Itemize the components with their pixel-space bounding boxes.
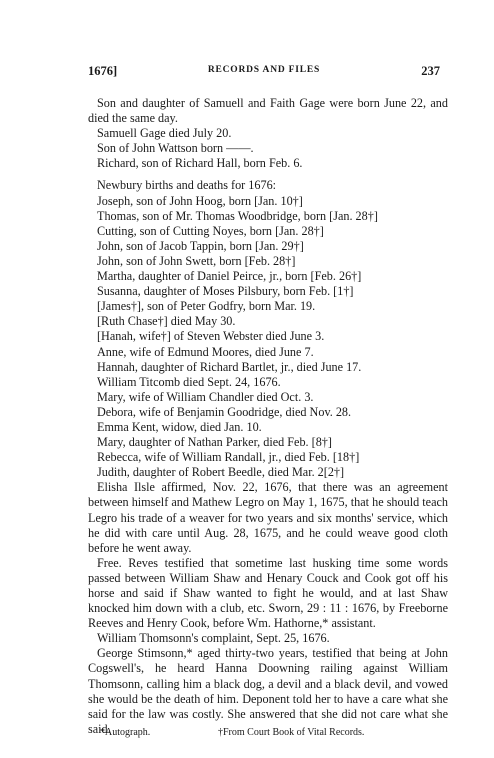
record-line: [Hanah, wife†] of Steven Webster died June 3. <box>97 329 325 344</box>
record-line: Mary, daughter of Nathan Parker, died Feb. [8†] <box>97 435 332 450</box>
record-line: Mary, wife of William Chandler died Oct. 3. <box>97 389 314 404</box>
record-line: William Titcomb died Sept. 24, 1676. <box>97 374 281 389</box>
paragraph-reves: Free. Reves testified that sometime last husking time some words passed between William Shaw and Henary Couck and Cook got off his horse and said if Shaw wanted to fight he would, and at last Shaw knocked him down with a club, etc. Sworn, 29 : 11 : 1676, by Freeborne Reeves and Henry Cook, before Wm. Hathorne,* assistant. <box>88 555 448 631</box>
record-line: Son of John Wattson born ——. <box>97 141 254 156</box>
running-title: RECORDS AND FILES <box>207 65 321 75</box>
record-line: Thomas, son of Mr. Thomas Woodbridge, born [Jan. 28†] <box>97 208 378 223</box>
record-line: [James†], son of Peter Godfry, born Mar. 19. <box>97 299 316 314</box>
record-line: John, son of Jacob Tappin, born [Jan. 29†] <box>97 238 304 253</box>
record-line: Joseph, son of John Hoog, born [Jan. 10†] <box>97 193 303 208</box>
record-line: Samuell Gage died July 20. <box>97 126 232 141</box>
section-intro: Newbury births and deaths for 1676: <box>97 178 277 193</box>
page-number: 237 <box>421 64 440 78</box>
record-line: Judith, daughter of Robert Beedle, died Mar. 2[2†] <box>97 465 345 480</box>
record-line: Emma Kent, widow, died Jan. 10. <box>97 419 262 434</box>
running-header <box>88 64 440 82</box>
record-line: Richard, son of Richard Hall, born Feb. 6. <box>97 156 303 171</box>
record-line: Susanna, daughter of Moses Pilsbury, born Feb. [1†] <box>97 284 354 299</box>
record-line: Anne, wife of Edmund Moores, died June 7. <box>97 344 314 359</box>
paragraph-gage: Son and daughter of Samuell and Faith Gage were born June 22, and died the same day. <box>88 96 448 126</box>
page-body <box>88 96 448 737</box>
paragraph-stimsonn: George Stimsonn,* aged thirty-two years, testified that being at John Cogswell's, he heard Hanna Doowning railing against William Thomsonn, calling him a black dog, a devil and a black devil, and vowed she would be the death of him. Deponent told her to have a care what she said for the law was costly. She answered that she did not care what she said. <box>88 646 448 736</box>
record-line: Debora, wife of Benjamin Goodridge, died Nov. 28. <box>97 404 352 419</box>
record-line: [Ruth Chase†] died May 30. <box>97 314 236 329</box>
paragraph-elisha: Elisha Ilsle affirmed, Nov. 22, 1676, that there was an agreement between himself and Mathew Legro on May 1, 1675, that he should teach Legro his trade of a weaver for two years and six months' service, which he did with care until Aug. 28, 1675, and he could weave good cloth before he went away. <box>88 480 448 555</box>
year-label: 1676] <box>88 64 118 78</box>
footnote-court-book: †From Court Book of Vital Records. <box>218 727 365 738</box>
record-line: Rebecca, wife of William Randall, jr., died Feb. [18†] <box>97 450 360 465</box>
record-line: John, son of John Swett, born [Feb. 28†] <box>97 253 296 268</box>
record-line: Hannah, daughter of Richard Bartlet, jr., died June 17. <box>97 359 362 374</box>
footnote-autograph: *Autograph. <box>100 727 151 738</box>
record-line: Martha, daughter of Daniel Peirce, jr., born [Feb. 26†] <box>97 269 362 284</box>
record-line: William Thomsonn's complaint, Sept. 25, 1676. <box>97 631 330 646</box>
record-line: Cutting, son of Cutting Noyes, born [Jan. 28†] <box>97 223 324 238</box>
